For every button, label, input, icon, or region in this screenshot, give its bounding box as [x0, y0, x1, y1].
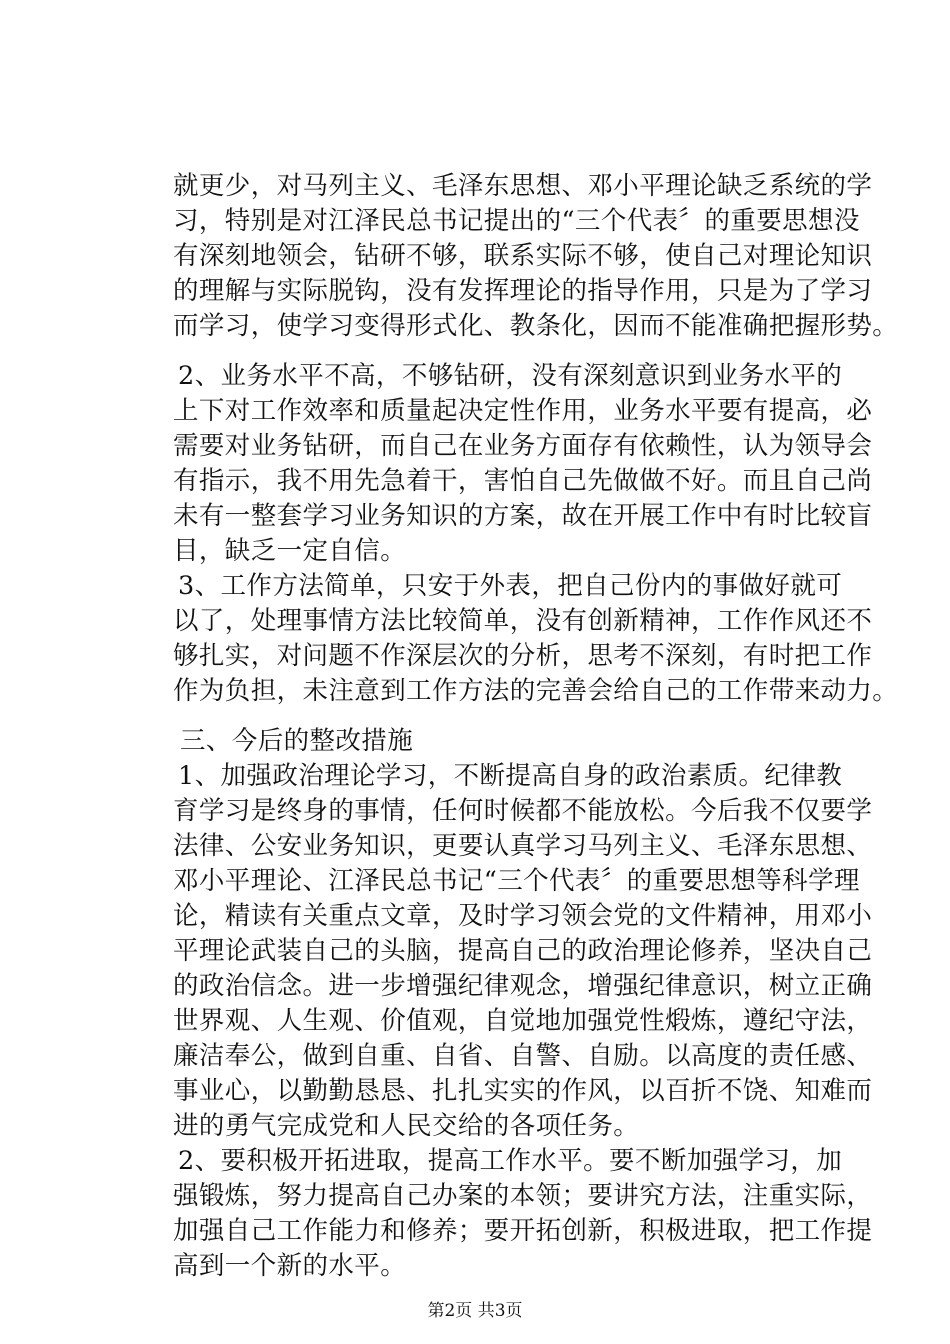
paragraph-4-line-10: 事业心，以勤勤恳恳、扎扎实实的作风，以百折不饶、知难而: [173, 1076, 873, 1106]
page-number-footer: 第2页 共3页: [427, 1301, 523, 1321]
paragraph-4-line-11: 进的勇气完成党和人民交给的各项任务。: [173, 1111, 640, 1141]
paragraph-4-line-8: 世界观、人生观、价值观，自觉地加强党性煅炼，遵纪守法，: [173, 1006, 873, 1036]
paragraph-1-line-5: 而学习，使学习变得形式化、教条化，因而不能准确把握形势。: [173, 311, 899, 341]
paragraph-5-line-4: 高到一个新的水平。: [173, 1251, 407, 1281]
paragraph-4-line-2: 育学习是终身的事情，任何时候都不能放松。今后我不仅要学: [173, 796, 873, 826]
paragraph-4-line-4: 邓小平理论、江泽民总书记“三个代表〞的重要思想等科学理: [173, 866, 860, 896]
paragraph-4-line-7: 的政治信念。进一步增强纪律观念，增强纪律意识，树立正确: [173, 971, 873, 1001]
paragraph-3-line-1: 3、工作方法简单，只安于外表，把自己份内的事做好就可: [178, 571, 843, 601]
paragraph-4-line-6: 平理论武装自己的头脑，提高自己的政治理论修养，坚决自己: [173, 936, 873, 966]
paragraph-1-line-2: 习，特别是对江泽民总书记提出的“三个代表〞的重要思想没: [173, 206, 860, 236]
paragraph-2-line-5: 未有一整套学习业务知识的方案，故在开展工作中有时比较盲: [173, 501, 873, 531]
paragraph-3-line-4: 作为负担，未注意到工作方法的完善会给自己的工作带来动力。: [173, 676, 899, 706]
paragraph-2-line-2: 上下对工作效率和质量起决定性作用，业务水平要有提高，必: [173, 396, 873, 426]
paragraph-2-line-3: 需要对业务钻研，而自己在业务方面存有依赖性，认为领导会: [173, 431, 873, 461]
paragraph-2-line-6: 目，缺乏一定自信。: [173, 536, 407, 566]
paragraph-3-line-2: 以了，处理事情方法比较简单，没有创新精神，工作作风还不: [173, 606, 873, 636]
paragraph-5-line-1: 2、要积极开拓进取，提高工作水平。要不断加强学习，加: [178, 1146, 843, 1176]
paragraph-2-line-1: 2、业务水平不高，不够钻研，没有深刻意识到业务水平的: [178, 361, 843, 391]
paragraph-4-line-5: 论，精读有关重点文章，及时学习领会党的文件精神，用邓小: [173, 901, 873, 931]
paragraph-5-line-2: 强锻炼，努力提高自己办案的本领；要讲究方法，注重实际，: [173, 1181, 873, 1211]
paragraph-1-line-1: 就更少，对马列主义、毛泽东思想、邓小平理论缺乏系统的学: [173, 171, 873, 201]
paragraph-4-line-1: 1、加强政治理论学习，不断提高自身的政治素质。纪律教: [178, 761, 843, 791]
section-heading: 三、今后的整改措施: [180, 726, 414, 756]
paragraph-3-line-3: 够扎实，对问题不作深层次的分析，思考不深刻，有时把工作: [173, 641, 873, 671]
paragraph-5-line-3: 加强自己工作能力和修养；要开拓创新，积极进取，把工作提: [173, 1216, 873, 1246]
paragraph-4-line-3: 法律、公安业务知识，更要认真学习马列主义、毛泽东思想、: [173, 831, 873, 861]
paragraph-1-line-4: 的理解与实际脱钩，没有发挥理论的指导作用，只是为了学习: [173, 276, 873, 306]
paragraph-4-line-9: 廉洁奉公，做到自重、自省、自警、自励。以高度的责任感、: [173, 1041, 873, 1071]
paragraph-1-line-3: 有深刻地领会，钻研不够，联系实际不够，使自己对理论知识: [173, 241, 873, 271]
paragraph-2-line-4: 有指示，我不用先急着干，害怕自己先做做不好。而且自己尚: [173, 466, 873, 496]
